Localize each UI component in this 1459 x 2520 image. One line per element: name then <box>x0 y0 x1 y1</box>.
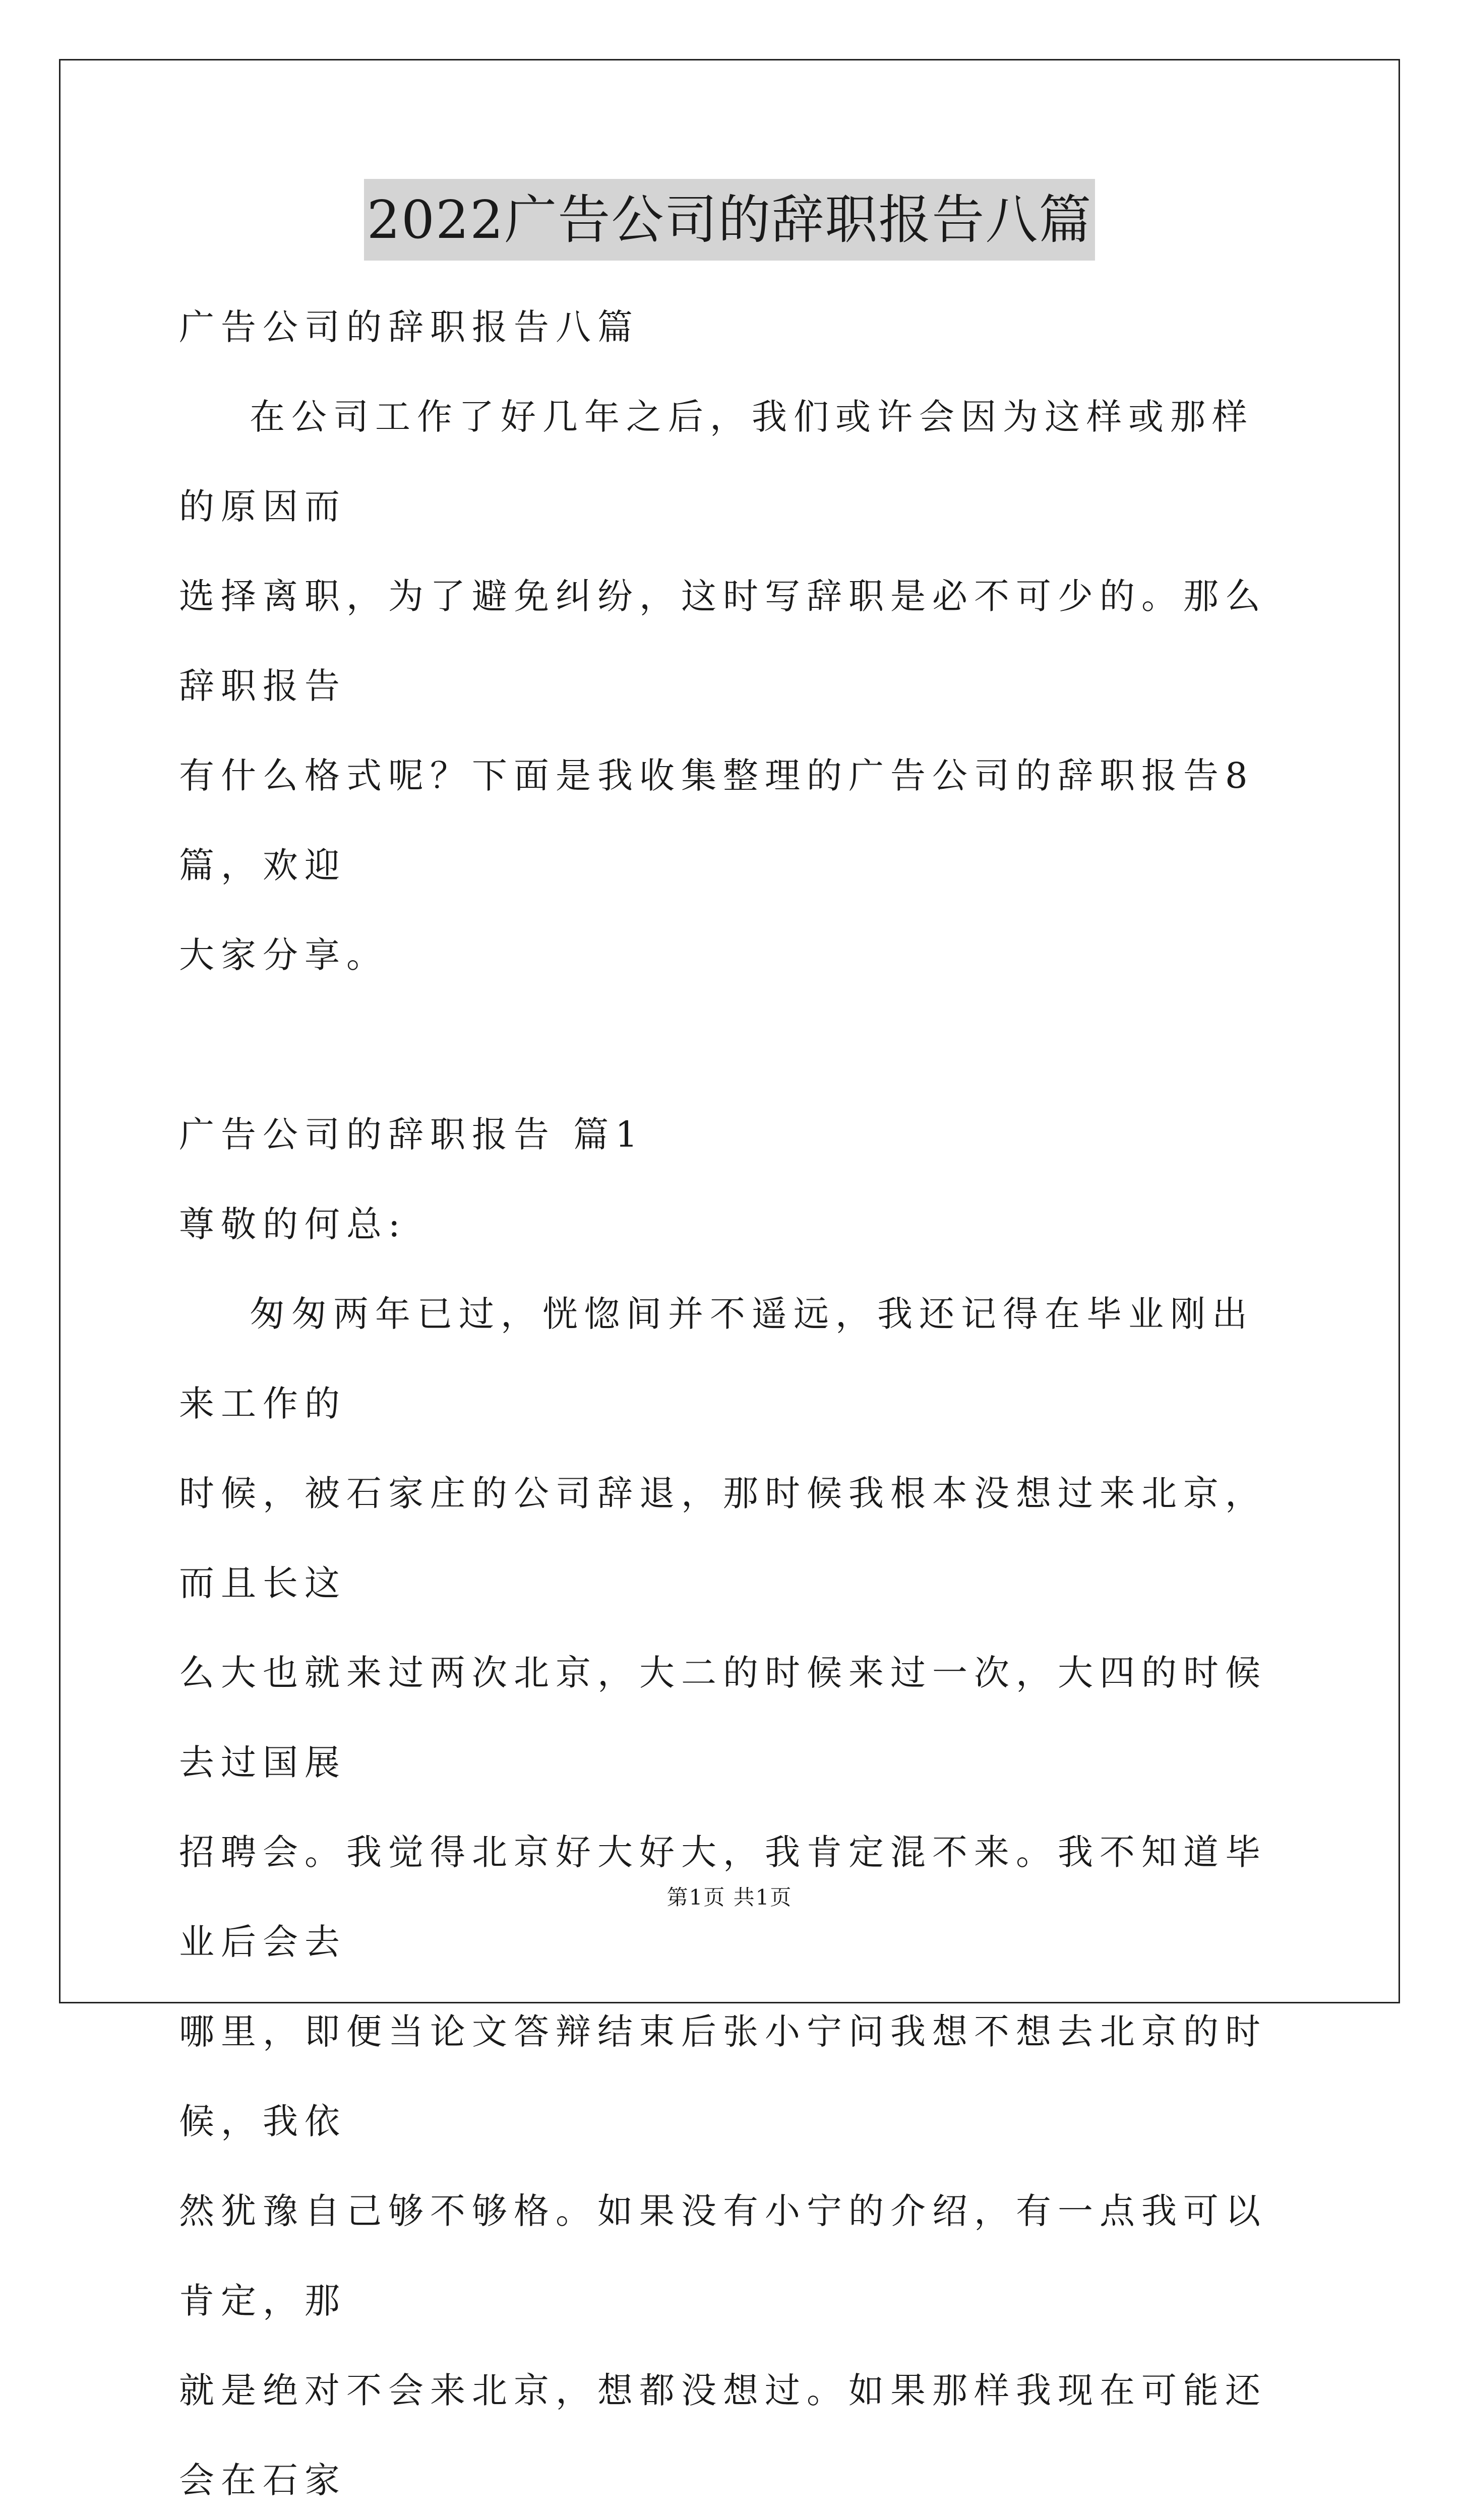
intro-line: 有什么格式呢？下面是我收集整理的广告公司的辞职报告8篇，欢迎 <box>179 755 1254 886</box>
document-title: 2022广告公司的辞职报告八篇 <box>364 179 1096 261</box>
body-line: 招聘会。我觉得北京好大好大，我肯定混不来。我不知道毕业后会去 <box>179 1832 1267 1963</box>
title-container <box>0 179 1459 261</box>
body-line: 匆匆两年已过，恍惚间并不遥远，我还记得在毕业刚出来工作的 <box>179 1293 1254 1424</box>
body-line: 哪里，即便当论文答辩结束后张小宁问我想不想去北京的时候，我依 <box>179 2011 1267 2142</box>
body-line: 么大也就来过两次北京，大二的时候来过一次，大四的时候去过国展 <box>179 1652 1267 1783</box>
intro-line: 大家分享。 <box>179 934 388 976</box>
body-line: 时候，被石家庄的公司辞退，那时候我根本没想过来北京，而且长这 <box>179 1473 1267 1604</box>
intro-line: 在公司工作了好几年之后，我们或许会因为这样或那样的原因而 <box>179 396 1254 527</box>
salutation: 尊敬的何总: <box>179 1204 407 1245</box>
page-footer: 第1页 共1页 <box>666 1885 793 1910</box>
document-body <box>179 282 1283 2520</box>
document-subtitle: 广告公司的辞职报告八篇 <box>179 306 639 348</box>
body-line: 然犹豫自己够不够格。如果没有小宁的介绍，有一点我可以肯定，那 <box>179 2190 1267 2321</box>
spacer <box>179 1000 1283 1090</box>
intro-line: 选择离职，为了避免纠纷，这时写辞职是必不可少的。那么辞职报告 <box>179 576 1267 707</box>
body-line: 就是绝对不会来北京，想都没想过。如果那样我现在可能还会在石家 <box>179 2370 1267 2501</box>
section-heading: 广告公司的辞职报告 篇1 <box>179 1114 644 1155</box>
